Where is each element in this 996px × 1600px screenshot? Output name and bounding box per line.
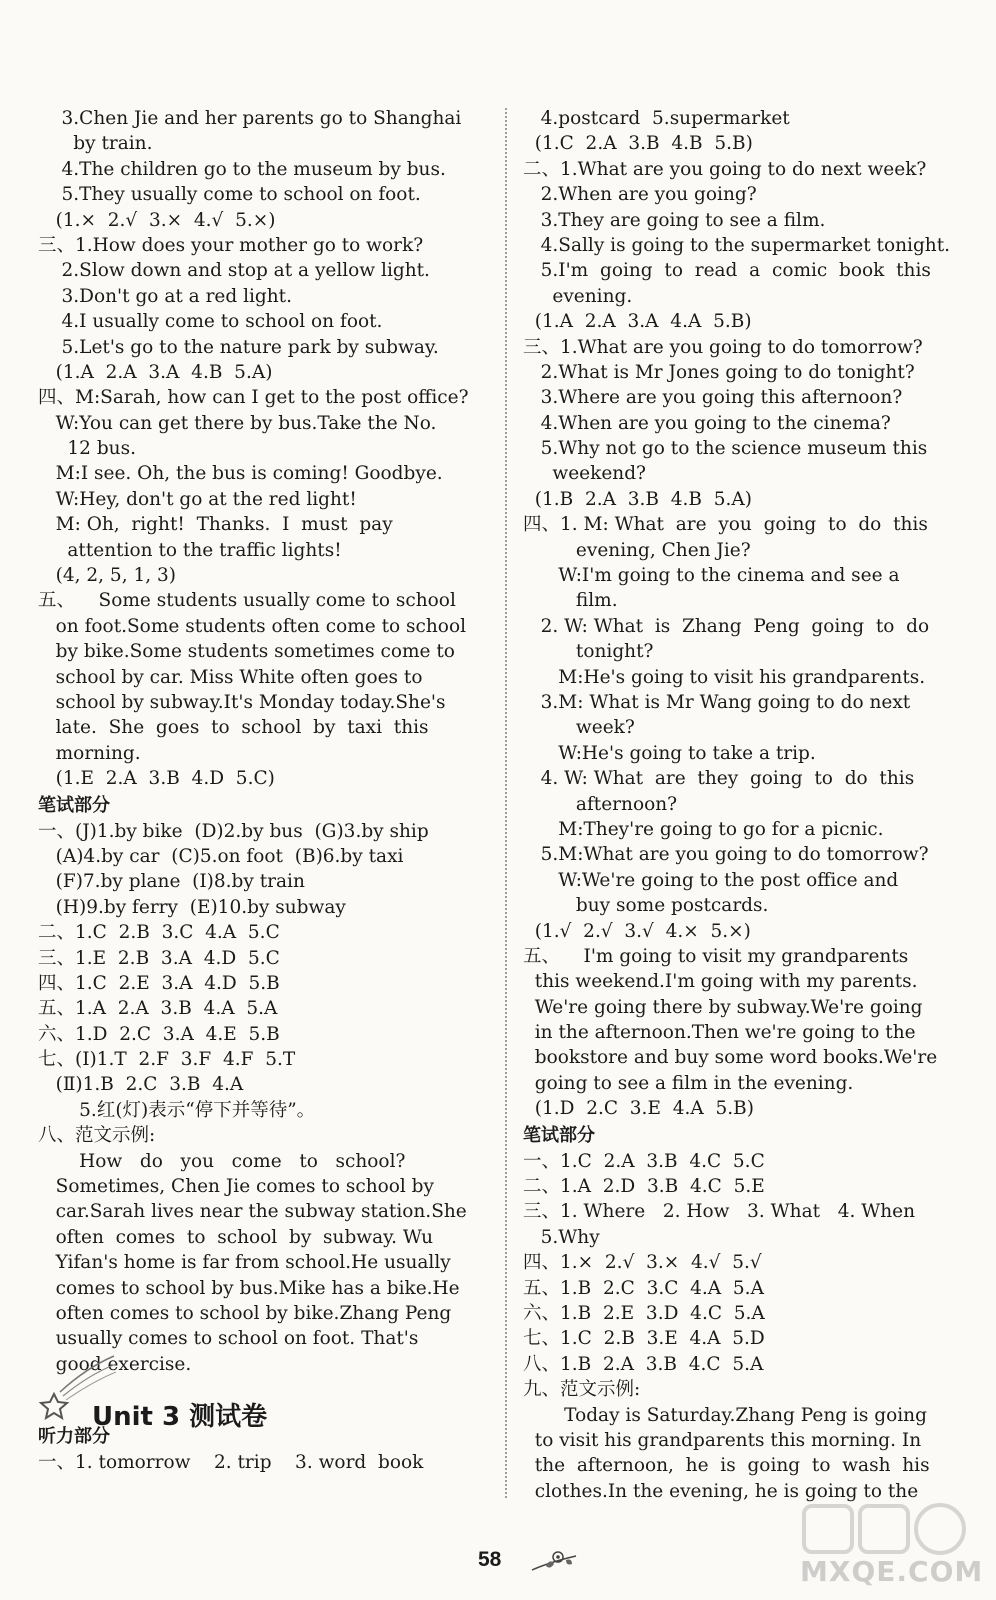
right-column-line: 5.M:What are you going to do tomorrow? — [523, 844, 929, 866]
right-column-line: 4.postcard 5.supermarket — [523, 108, 790, 129]
right-column-line: 5.I'm going to read a comic book this — [523, 260, 931, 282]
right-column-line: tonight? — [523, 641, 654, 663]
left-column-line: car.Sarah lives near the subway station.She — [38, 1201, 467, 1223]
right-column-line: 5.Why not go to the science museum this — [523, 438, 928, 460]
left-column-line: by train. — [38, 133, 153, 155]
right-column-line: 五、1.B 2.C 3.C 4.A 5.A — [523, 1277, 764, 1299]
left-column-line: (H)9.by ferry (E)10.by subway — [38, 896, 346, 918]
left-column-line: 五、 Some students usually come to school — [38, 590, 456, 612]
left-column-line: 4.The children go to the museum by bus. — [38, 158, 446, 180]
right-column-line: (1.√ 2.√ 3.√ 4.× 5.×) — [523, 920, 751, 942]
right-column-line: in the afternoon.Then we're going to the — [523, 1022, 916, 1044]
left-column-line: (Ⅱ)1.B 2.C 3.B 4.A — [38, 1074, 244, 1096]
right-column-line: W:We're going to the post office and — [523, 869, 899, 891]
left-column-line: 七、(Ⅰ)1.T 2.F 3.F 4.F 5.T — [38, 1049, 296, 1071]
left-column-line: (F)7.by plane (I)8.by train — [38, 871, 305, 893]
flower-ornament-icon — [530, 1548, 580, 1578]
left-column — [38, 106, 486, 1377]
right-column-line: 七、1.C 2.B 3.E 4.A 5.D — [523, 1328, 765, 1350]
left-column-line: 笔试部分 — [38, 794, 110, 816]
column-divider — [505, 108, 507, 1498]
right-column-line: (1.C 2.A 3.B 4.B 5.B) — [523, 133, 753, 155]
left-column-line: 一、(J)1.by bike (D)2.by bus (G)3.by ship — [38, 820, 429, 842]
right-column-line: 4. W: What are they going to do this — [523, 768, 915, 790]
right-column-line: the afternoon, he is going to wash his — [523, 1455, 930, 1477]
left-column-line: school by subway.It's Monday today.She's — [38, 691, 446, 713]
left-column-line: on foot.Some students often come to school — [38, 615, 467, 637]
right-column-line: film. — [523, 590, 618, 612]
unit-title: Unit 3 测试卷 — [92, 1402, 268, 1432]
left-column-line: (4, 2, 5, 1, 3) — [38, 565, 176, 587]
left-column-line: 三、1.How does your mother go to work? — [38, 234, 424, 256]
right-column-line: evening, Chen Jie? — [523, 539, 751, 561]
right-column-line: M:They're going to go for a picnic. — [523, 818, 884, 840]
right-column-line: We're going there by subway.We're going — [523, 996, 923, 1018]
watermark-logo-icon — [800, 1500, 970, 1560]
watermark-text: MXQE.COM — [800, 1555, 984, 1588]
right-column-line: W:He's going to take a trip. — [523, 742, 816, 764]
right-column-line: (1.D 2.C 3.E 4.A 5.B) — [523, 1098, 754, 1120]
left-column-line: often comes to school by bike.Zhang Peng — [38, 1302, 452, 1324]
left-column-line: 五、1.A 2.A 3.B 4.A 5.A — [38, 998, 278, 1020]
right-column-line: (1.B 2.A 3.B 4.B 5.A) — [523, 488, 753, 510]
right-column-line: clothes.In the evening, he is going to the — [523, 1480, 919, 1502]
left-column-line: 3.Don't go at a red light. — [38, 285, 292, 307]
left-column-line: Sometimes, Chen Jie comes to school by — [38, 1176, 434, 1198]
right-column-line: going to see a film in the evening. — [523, 1072, 854, 1094]
right-column-line: 5.Why — [523, 1226, 600, 1248]
left-column-line: comes to school by bus.Mike has a bike.He — [38, 1277, 460, 1299]
left-column-line: usually comes to school on foot. That's — [38, 1328, 419, 1350]
right-column-line: to visit his grandparents this morning. In — [523, 1429, 922, 1451]
left-column-line: 12 bus. — [38, 438, 136, 460]
left-column-line: attention to the traffic lights! — [38, 539, 342, 561]
left-column-line: (1.E 2.A 3.B 4.D 5.C) — [38, 768, 275, 790]
left-column-line: by bike.Some students sometimes come to — [38, 641, 455, 663]
right-column-line: 六、1.B 2.E 3.D 4.C 5.A — [523, 1302, 765, 1324]
left-column-line: 5.红(灯)表示“停下并等待”。 — [38, 1099, 316, 1121]
left-column-line: good exercise. — [38, 1353, 192, 1375]
left-column-line: (1.A 2.A 3.A 4.B 5.A) — [38, 361, 273, 383]
right-column-line: this weekend.I'm going with my parents. — [523, 971, 918, 993]
right-column-line: afternoon? — [523, 793, 678, 815]
right-column-line: week? — [523, 717, 635, 739]
left-column-line: 4.I usually come to school on foot. — [38, 311, 383, 333]
left-column-line: W:Hey, don't go at the red light! — [38, 488, 357, 510]
left-column-line: 3.Chen Jie and her parents go to Shanghai — [38, 108, 462, 129]
right-column-line: Today is Saturday.Zhang Peng is going — [523, 1404, 927, 1426]
left-column-line: (1.× 2.√ 3.× 4.√ 5.×) — [38, 209, 276, 231]
left-column-line: 四、M:Sarah, how can I get to the post office? — [38, 387, 469, 409]
page-number: 58 — [478, 1548, 502, 1571]
right-column-line: 八、1.B 2.A 3.B 4.C 5.A — [523, 1353, 764, 1375]
left-column-line: 六、1.D 2.C 3.A 4.E 5.B — [38, 1023, 280, 1045]
right-column-line: 4.When are you going to the cinema? — [523, 412, 891, 434]
right-column — [523, 106, 973, 1504]
left-column-line: (A)4.by car (C)5.on foot (B)6.by taxi — [38, 845, 404, 867]
right-column-line: 三、1.What are you going to do tomorrow? — [523, 336, 923, 358]
left-column-line: 5.They usually come to school on foot. — [38, 184, 421, 206]
right-column-line: weekend? — [523, 463, 646, 485]
right-column-line: 五、 I'm going to visit my grandparents — [523, 945, 909, 967]
right-column-line: 四、1. M: What are you going to do this — [523, 514, 928, 536]
right-column-line: W:I'm going to the cinema and see a — [523, 565, 900, 587]
right-column-line: 四、1.× 2.√ 3.× 4.√ 5.√ — [523, 1252, 762, 1274]
left-column-line: often comes to school by subway. Wu — [38, 1226, 434, 1248]
left-column-line: 三、1.E 2.B 3.A 4.D 5.C — [38, 947, 280, 969]
left-column-line: morning. — [38, 742, 141, 764]
right-column-line: 4.Sally is going to the supermarket tonight. — [523, 234, 951, 256]
right-column-line: 3.Where are you going this afternoon? — [523, 387, 903, 409]
right-column-line: 三、1. Where 2. How 3. What 4. When — [523, 1201, 916, 1223]
right-column-line: bookstore and buy some word books.We're — [523, 1047, 938, 1069]
left-bottom-line: 听力部分 — [38, 1426, 110, 1447]
right-column-line: M:He's going to visit his grandparents. — [523, 666, 926, 688]
left-column-line: 2.Slow down and stop at a yellow light. — [38, 260, 430, 282]
right-column-line: 一、1.C 2.A 3.B 4.C 5.C — [523, 1150, 765, 1172]
left-column-line: 八、范文示例: — [38, 1125, 156, 1147]
left-column-line: Yifan's home is far from school.He usually — [38, 1252, 451, 1274]
left-column-line: M:I see. Oh, the bus is coming! Goodbye. — [38, 463, 443, 485]
right-column-line: (1.A 2.A 3.A 4.A 5.B) — [523, 311, 752, 333]
left-column-line: W:You can get there by bus.Take the No. — [38, 412, 437, 434]
right-column-line: 二、1.A 2.D 3.B 4.C 5.E — [523, 1176, 765, 1198]
right-column-line: evening. — [523, 285, 633, 307]
left-column-line: How do you come to school? — [38, 1150, 406, 1172]
left-column-line: M: Oh, right! Thanks. I must pay — [38, 514, 393, 536]
left-column-line: 四、1.C 2.E 3.A 4.D 5.B — [38, 972, 280, 994]
right-column-line: 二、1.What are you going to do next week? — [523, 158, 927, 180]
left-column-line: 二、1.C 2.B 3.C 4.A 5.C — [38, 922, 280, 944]
right-column-line: 2.What is Mr Jones going to do tonight? — [523, 361, 915, 383]
right-column-line: 2.When are you going? — [523, 184, 757, 206]
left-bottom-section — [38, 1423, 486, 1475]
right-column-line: 3.They are going to see a film. — [523, 209, 826, 231]
right-column-line: 3.M: What is Mr Wang going to do next — [523, 691, 911, 713]
right-column-line: 笔试部分 — [523, 1124, 595, 1146]
left-column-line: late. She goes to school by taxi this — [38, 717, 429, 739]
right-column-line: buy some postcards. — [523, 895, 769, 917]
right-column-line: 2. W: What is Zhang Peng going to do — [523, 615, 930, 637]
left-column-line: 5.Let's go to the nature park by subway. — [38, 336, 439, 358]
left-column-line: school by car. Miss White often goes to — [38, 666, 423, 688]
right-column-line: 九、范文示例: — [523, 1379, 641, 1401]
left-bottom-line: 一、1. tomorrow 2. trip 3. word book — [38, 1452, 424, 1473]
